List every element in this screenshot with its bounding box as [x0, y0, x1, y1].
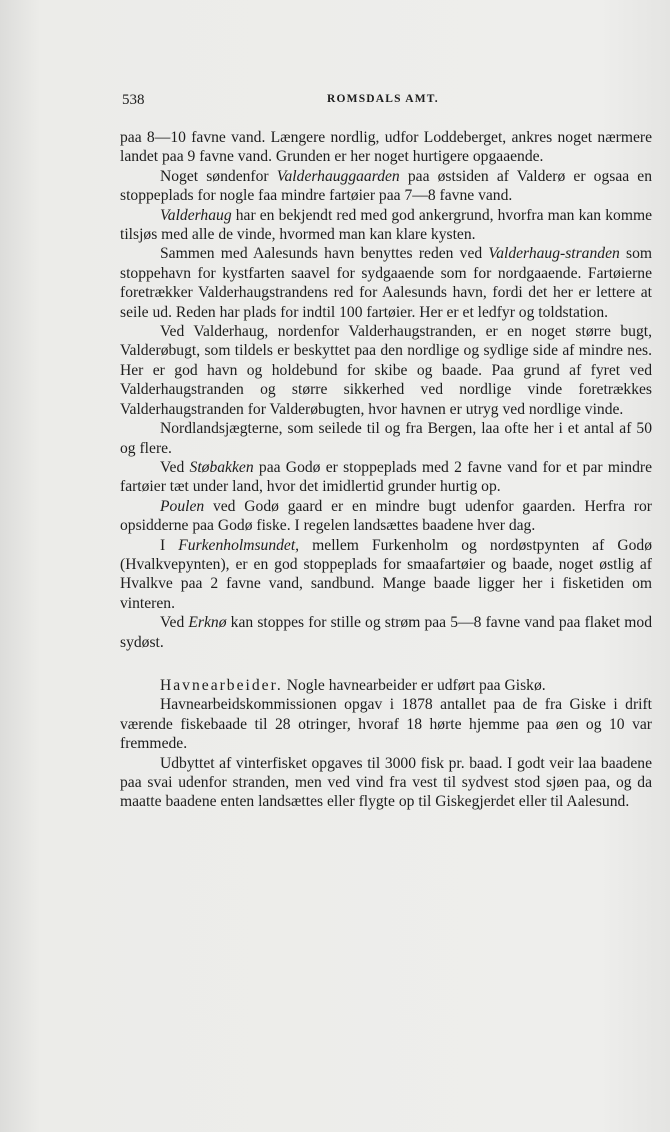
text-run: Havnearbeidskommissionen opgav i 1878 antallet paa de fra Giske i drift værende fiskebaade til 28 otringer, hvoraf 18 hørte hjemme paa øen og 10 var fremmede. [120, 696, 652, 753]
text-run: mellem Furkenholm og nordøstpynten af Godø (Hvalkvepynten), er en god stoppeplads for smaafartøier og baade, noget østlig af Hvalkve paa 2 favne vand, sandbund. Mange baade ligger her i fisketiden om vinteren. [120, 536, 652, 612]
paragraph [120, 206, 652, 245]
text-run: paa 8—10 favne vand. Længere nordlig, udfor Loddeberget, ankres noget nærmere landet paa 9 favne vand. Grunden er her noget hurtigere opgaaende. [120, 129, 652, 166]
italic-term: Valderhaug-stranden [488, 245, 620, 263]
text-run: I [160, 536, 179, 554]
italic-term: Valderhaug [160, 206, 232, 224]
text-run: Noget søndenfor [160, 167, 277, 185]
page-header [122, 92, 652, 112]
text-run: som stoppehavn for kystfarten saavel for sydgaaende som for nordgaaende. Fartøierne foretrækker Valderhaugstrandens red for Aalesunds havn, fordi det her er lettere at seile ud. Reden har plads for indtil 100 fartøier. Her er et ledfyr og toldstation. [120, 245, 652, 321]
running-title: ROMSDALS AMT. [327, 93, 439, 105]
section-heading: Havnearbeider. [160, 676, 283, 694]
paragraph [120, 497, 652, 536]
paragraph [120, 536, 652, 614]
text-run: paa østsiden af Valderø er ogsaa en stoppeplads for nogle faa mindre fartøier paa 7—8 favne vand. [120, 167, 652, 205]
paragraph [120, 167, 652, 206]
page-number: 538 [122, 92, 145, 108]
paragraph [120, 695, 652, 753]
text-run: Udbyttet af vinterfisket opgaves til 3000 fisk pr. baad. I godt veir laa baadene paa svai udenfor stranden, men ved vind fra vest til sydvest stod sjøen paa, og da maatte baadene enten landsættes eller flygte op til Giskegjerdet eller til Aalesund. [120, 754, 652, 811]
paragraph [120, 128, 652, 167]
italic-term: Furkenholmsundet, [178, 536, 300, 554]
italic-term: Erknø [188, 614, 227, 632]
text-run: Nordlandsjægterne, som seilede til og fra Bergen, laa ofte her i et antal af 50 og flere. [120, 420, 652, 457]
text-run: Ved [160, 614, 189, 632]
text-run: Nogle havnearbeider er udført paa Giskø. [282, 676, 546, 694]
text-run: har en bekjendt red med god ankergrund, hvorfra man kan komme tilsjøs med alle de vinde, hvormed man kan klare kysten. [120, 206, 652, 244]
text-run: Ved [160, 458, 190, 476]
paragraph [120, 244, 652, 322]
paragraph [120, 322, 652, 419]
italic-term: Valderhauggaarden [276, 167, 400, 185]
paragraph [120, 419, 652, 458]
text-run: Sammen med Aalesunds havn benyttes reden ved [160, 245, 489, 263]
paragraph [120, 676, 652, 695]
text-run: ved Godø gaard er en mindre bugt udenfor gaarden. Herfra ror opsidderne paa Godø fiske. I regelen landsættes baadene hver dag. [120, 497, 652, 535]
paragraph [120, 458, 652, 497]
text-run: Ved Valderhaug, nordenfor Valderhaugstranden, er en noget større bugt, Valderøbugt, som tildels er beskyttet paa den nordlige og sydlige side af mindre nes. Her er god havn og holdebund for skibe og baade. Paa grund af fyret ved Valderhaugstranden og større sikkerhed ved nordlige vinde foretrækkes Valderhaugstranden for Valderøbugten, hvor havnen er utryg ved nordlige vinde. [120, 323, 652, 418]
text-run: kan stoppes for stille og strøm paa 5—8 favne vand paa flaket mod sydøst. [120, 614, 652, 651]
italic-term: Poulen [160, 497, 205, 515]
paragraph [120, 613, 652, 652]
text-run: paa Godø er stoppeplads med 2 favne vand for et par mindre fartøier tæt under land, hvor det imidlertid grunder hurtig op. [120, 458, 652, 496]
italic-term: Støbakken [189, 458, 254, 476]
body-text [120, 128, 652, 812]
paragraph [120, 754, 652, 812]
